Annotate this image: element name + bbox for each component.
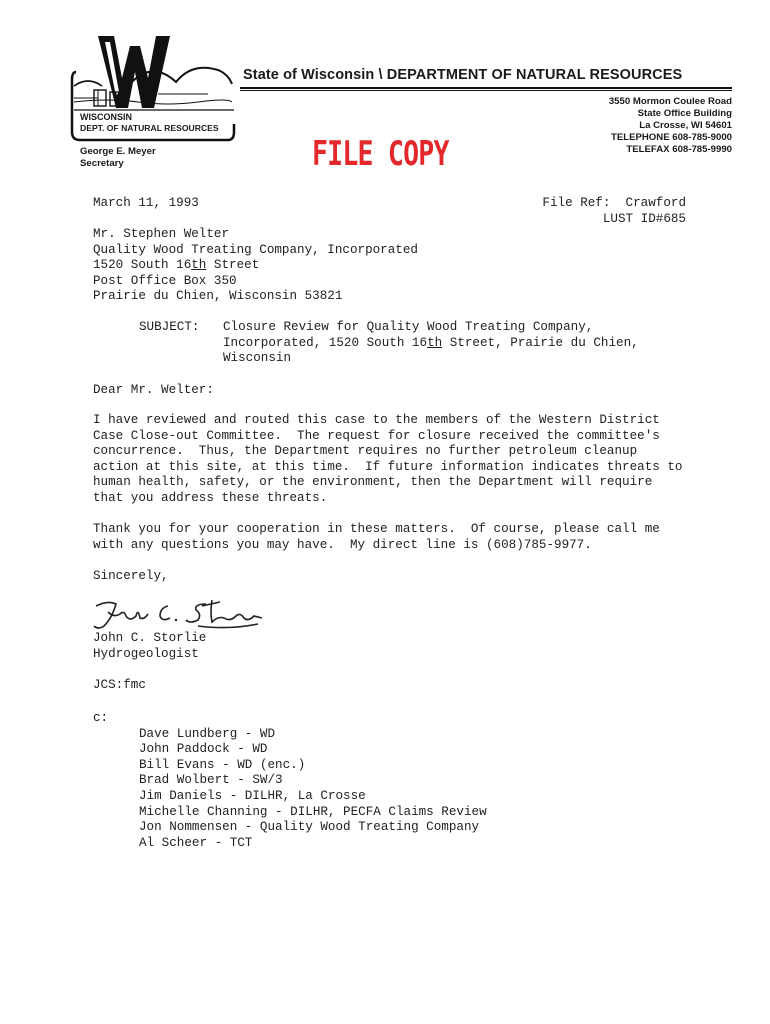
logo-line-1: WISCONSIN	[80, 112, 133, 122]
recipient-company: Quality Wood Treating Company, Incorporated	[93, 242, 418, 257]
signature-block	[93, 631, 206, 662]
file-copy-stamp: FILE COPY	[312, 134, 449, 174]
cc-recipient: Michelle Channing - DILHR, PECFA Claims Review	[139, 804, 487, 819]
street-number: 1520 South 16	[93, 258, 192, 273]
subject-part: Incorporated, 1520 South 16	[223, 335, 428, 350]
cc-recipient: John Paddock - WD	[139, 742, 268, 757]
subject-text	[223, 320, 639, 367]
recipient-street	[93, 258, 418, 274]
recipient-po-box: Post Office Box 350	[93, 273, 237, 288]
closing: Sincerely,	[93, 569, 169, 583]
signer-title: Hydrogeologist	[93, 646, 199, 661]
header-rule	[240, 87, 732, 89]
subject-line	[223, 336, 639, 352]
subject-ordinal: th	[427, 335, 443, 350]
telephone-line: TELEPHONE 608-785-9000	[610, 132, 732, 143]
subject-line: Closure Review for Quality Wood Treating Company,	[223, 320, 594, 334]
cc-label: c:	[93, 711, 109, 725]
file-ref-id: LUST ID#685	[602, 211, 686, 226]
cc-recipient: Dave Lundberg - WD	[139, 726, 276, 741]
subject-line: Wisconsin	[223, 351, 292, 366]
secretary-title: Secretary	[80, 158, 124, 169]
header-rule-thin	[240, 90, 732, 91]
body-paragraph-2: Thank you for your cooperation in these matters. Of course, please call me with any questions you may have. My direct line is (608)785-9977.	[93, 522, 660, 552]
secretary-block	[80, 146, 156, 170]
telefax-line: TELEFAX 608-785-9990	[626, 144, 732, 155]
subject-part: Street, Prairie du Chien,	[442, 335, 639, 350]
handwritten-signature	[90, 596, 270, 634]
recipient-name: Mr. Stephen Welter	[93, 227, 230, 241]
recipient-address	[93, 227, 418, 305]
signer-name: John C. Storlie	[93, 631, 207, 645]
street-ordinal: th	[191, 258, 207, 273]
salutation: Dear Mr. Welter:	[93, 383, 214, 397]
street-suffix: Street	[206, 258, 260, 273]
cc-recipient: Brad Wolbert - SW/3	[139, 773, 283, 788]
wdnr-logo	[68, 32, 238, 144]
subject-label: SUBJECT:	[139, 320, 200, 334]
typist-initials: JCS:fmc	[93, 678, 146, 692]
address-line: State Office Building	[637, 108, 732, 119]
file-ref-county: File Ref: Crawford	[542, 196, 686, 210]
recipient-city: Prairie du Chien, Wisconsin 53821	[93, 289, 343, 304]
office-address	[609, 96, 732, 156]
cc-list	[139, 711, 487, 867]
cc-recipient: Al Scheer - TCT	[139, 835, 253, 850]
cc-recipient: Bill Evans - WD (enc.)	[139, 757, 306, 772]
agency-name: State of Wisconsin \ DEPARTMENT OF NATURAL RESOURCES	[243, 67, 683, 83]
letter-date: March 11, 1993	[93, 196, 199, 210]
address-line: La Crosse, WI 54601	[639, 120, 732, 131]
file-reference	[542, 196, 686, 227]
cc-recipient: Jim Daniels - DILHR, La Crosse	[139, 788, 366, 803]
cc-recipient: Jon Nommensen - Quality Wood Treating Company	[139, 820, 480, 835]
secretary-name: George E. Meyer	[80, 146, 156, 157]
address-line: 3550 Mormon Coulee Road	[608, 96, 732, 107]
body-paragraph-1: I have reviewed and routed this case to the members of the Western District Case Close-out Committee. The request for closure received the committee's concurrence. Thus, the Department requires no further petroleum cleanup action at this site, at this time. If future information indicates threats to human health, safety, or the environment, then the Department will require that you address these threats.	[93, 413, 683, 505]
logo-line-2: DEPT. OF NATURAL RESOURCES	[80, 123, 219, 133]
